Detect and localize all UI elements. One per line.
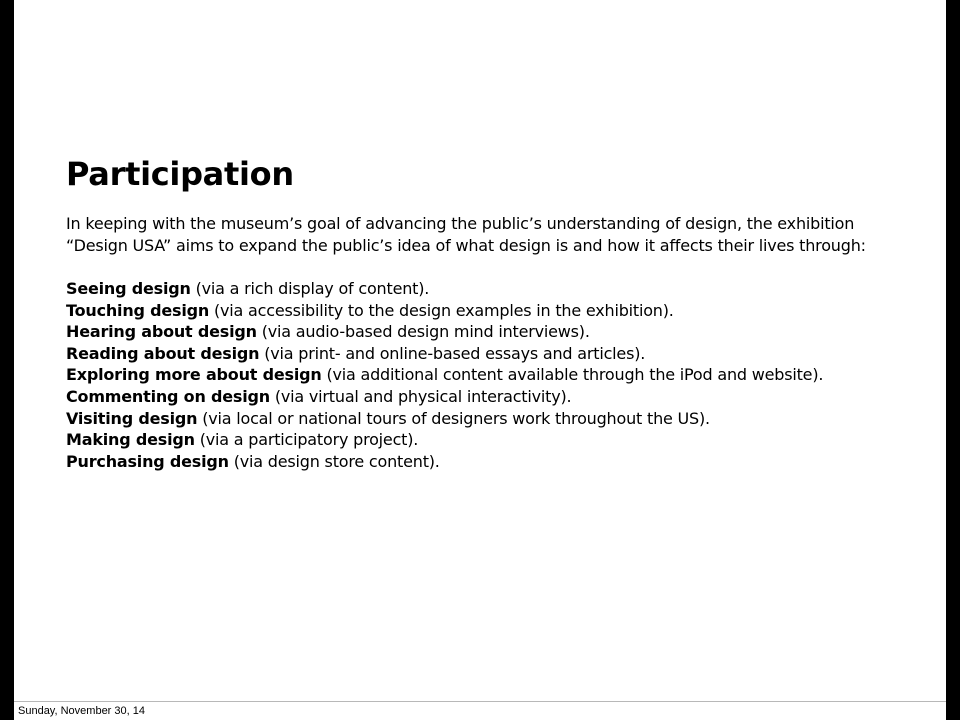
list-item — [66, 408, 823, 430]
item-detail: (via a rich display of content). — [190, 279, 430, 298]
item-label: Reading about design — [66, 343, 260, 363]
footer-date: Sunday, November 30, 14 — [18, 705, 145, 717]
slide-canvas — [14, 0, 946, 701]
item-detail: (via local or national tours of designers work throughout the US). — [197, 408, 710, 428]
item-detail: (via virtual and physical interactivity). — [269, 386, 572, 406]
intro-line-2: “Design USA” aims to expand the public’s idea of what design is and how it affects their lives through: — [66, 236, 866, 255]
list-item — [66, 386, 823, 408]
list-item — [66, 321, 823, 343]
item-label: Making design — [66, 430, 195, 450]
list-item — [66, 278, 823, 300]
item-detail: (via design store content). — [228, 451, 440, 471]
item-detail: (via audio-based design mind interviews). — [256, 322, 590, 342]
item-label: Commenting on design — [66, 386, 270, 406]
item-detail: (via additional content available through the iPod and website). — [321, 365, 824, 385]
list-item — [66, 300, 823, 322]
participation-list — [66, 278, 823, 472]
intro-paragraph — [66, 213, 926, 257]
item-label: Touching design — [66, 300, 210, 320]
footer-bar — [14, 701, 946, 720]
intro-line-1: In keeping with the museum’s goal of advancing the public’s understanding of design, the exhibition — [66, 214, 855, 233]
list-item — [66, 451, 823, 473]
item-label: Purchasing design — [66, 451, 229, 471]
item-detail: (via accessibility to the design examples in the exhibition). — [209, 300, 674, 320]
item-label: Hearing about design — [66, 322, 257, 342]
list-item — [66, 364, 823, 386]
item-detail: (via a participatory project). — [194, 430, 419, 450]
list-item — [66, 429, 823, 451]
item-label: Seeing design — [66, 279, 191, 298]
list-item — [66, 343, 823, 365]
item-label: Visiting design — [66, 408, 198, 428]
slide-title: Participation — [66, 155, 294, 193]
item-detail: (via print- and online-based essays and articles). — [259, 343, 646, 363]
item-label: Exploring more about design — [66, 365, 322, 385]
